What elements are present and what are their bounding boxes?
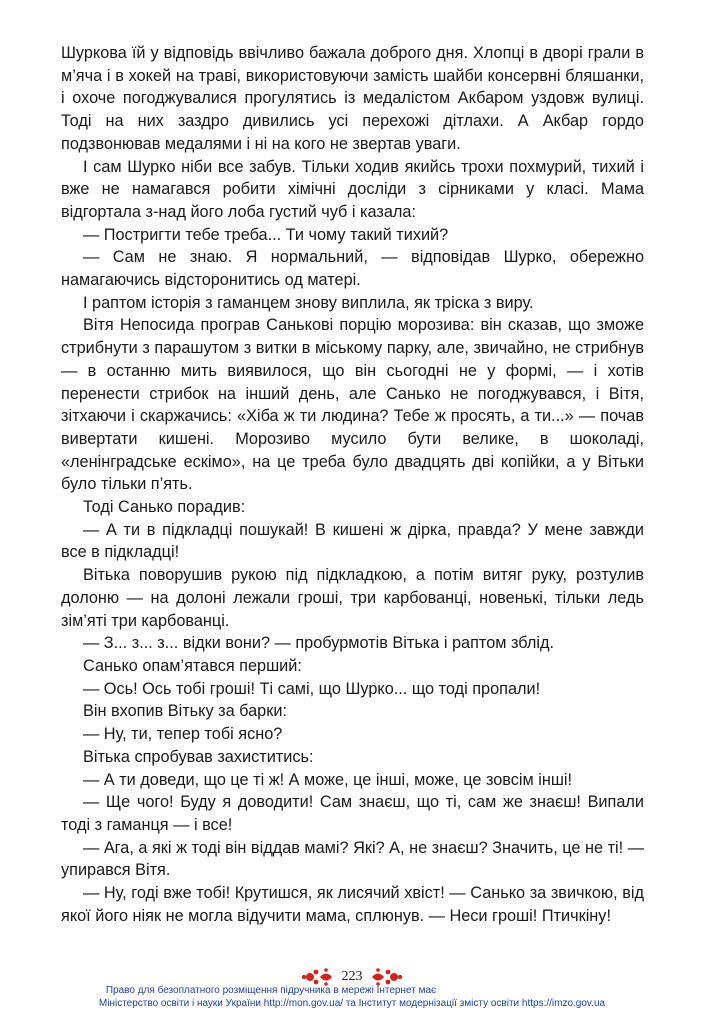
paragraph: — Ось! Ось тобі гроші! Ті самі, що Шурко... що тоді пропали!	[83, 679, 541, 698]
paragraph: — Сам не знаю. Я нормальний, — відповідав Шурко, обережно намагаючись відсторонитись од матері.	[61, 248, 644, 290]
paragraph: — Постригти тебе треба... Ти чому такий тихий?	[83, 225, 449, 244]
paragraph: Вітя Непосида програв Санькові порцію морозива: він сказав, що зможе стрибнути з парашутом з витки в міському парку, але, звичайно, не стрибнув — в останню мить виявилося, що він сьогодні не у формі, — і хотів перенести стрибок на інший день, але Санько не погоджувався, і Вітя, зітхаючи і скаржачись: «Хіба ж ти людина? Тебе ж просять, а ти...» — почав вивертати кишені. Морозиво мусило бути велике, в шоколаді, «ленінградське ескімо», на це треба було двадцять дві копійки, а у Вітьки було тільки п’ять.	[61, 316, 644, 494]
paragraph: Тоді Санько порадив:	[83, 498, 246, 517]
paragraph: І сам Шурко ніби все забув. Тільки ходив якийсь трохи похмурий, тихий і вже не намагався робити хімічні досліди з сірниками у класі. Мама відгортала з-над його лоба густий чуб і казала:	[61, 157, 644, 221]
paragraph: Він вхопив Вітьку за барки:	[83, 702, 287, 721]
paragraph: І раптом історія з гаманцем знову виплила, як тріска з виру.	[83, 293, 534, 312]
paragraph: Санько опам’ятався перший:	[83, 656, 302, 675]
copyright-notice-line2: Міністерство освіти і науки України http://mon.gov.ua/ та Інститут модернізації змісту освіти https://imzo.gov.ua	[98, 998, 606, 1009]
paragraph: — Ще чого! Буду я доводити! Сам знаєш, що ті, сам же знаєш! Випали тоді з гаманця — і все!	[61, 793, 644, 834]
paragraph: — Ну, годі вже тобі! Крутишся, як лисячий хвіст! — Санько за звичкою, від якої його ніяк не могла відучити мама, сплюнув. — Неси гроші! Птичкіну!	[61, 884, 644, 925]
paragraph: — Ну, ти, тепер тобі ясно?	[83, 725, 283, 744]
paragraph: — Ага, а які ж тоді він віддав мамі? Які? А, не знаєш? Значить, це не ті! — упирався Вітя.	[61, 838, 644, 880]
paragraph: — А ти в підкладці пошукай! В кишені ж дірка, правда? У мене завжди все в підкладці!	[61, 520, 644, 562]
page-number: 223	[341, 969, 363, 984]
paragraph: Вітька спробував захиститись:	[83, 747, 314, 766]
paragraph: — А ти доведи, що це ті ж! А може, це інші, може, це зовсім інші!	[83, 770, 573, 789]
paragraph: Шуркова їй у відповідь ввічливо бажала доброго дня. Хлопці в дворі грали в м’яча і в хокей на траві, використовуючи замість шайби консервні бляшанки, і охоче погоджувалися прогулятись із медалістом Акбаром уздовж вулиці. Тоді на них заздро дивились усі перехожі дітлахи. А Акбар гордо подзвонював медалями і ні на кого не звертав уваги.	[61, 44, 644, 153]
page-body	[61, 42, 644, 927]
paragraph: — З... з... з... відки вони? — пробурмотів Вітька і раптом зблід.	[83, 634, 554, 653]
paragraph: Вітька поворушив рукою під підкладкою, а потім витяг руку, розтулив долоню — на долоні лежали гроші, три карбованці, новенькі, тільки ледь зім’яті три карбованці.	[61, 566, 644, 630]
copyright-notice-line1: Право для безоплатного розміщення підручника в мережі Інтернет має	[105, 985, 437, 996]
